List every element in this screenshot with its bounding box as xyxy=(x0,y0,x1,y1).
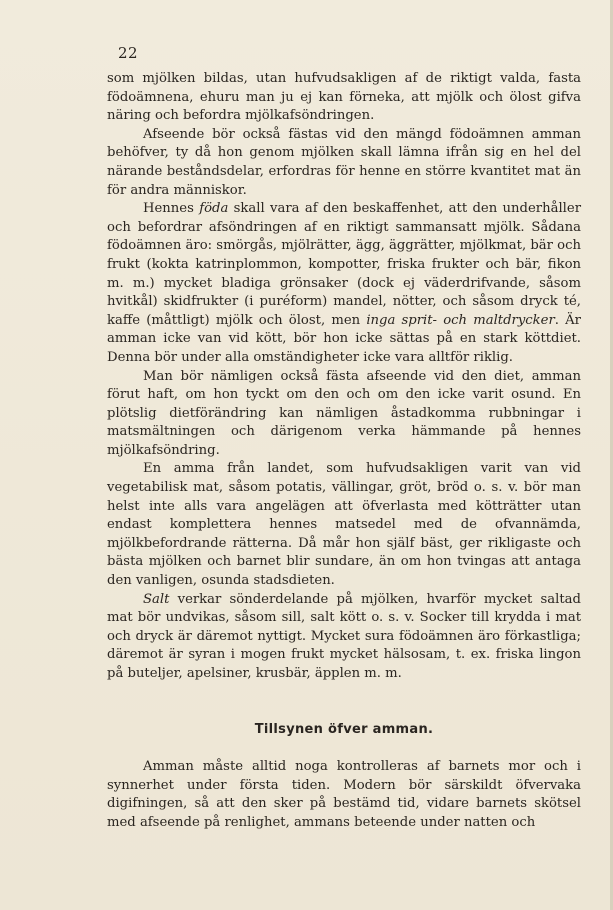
paragraph-2-segment: skall vara af den beskaffenhet, att den underhåller och befordrar afsöndringen af en riktigt sammansatt mjölk. Sådana födoämnen äro: smörgås, mjölrätter, ägg, äggrätter, mjölkmat, bär och frukt (kokta katrinplommon, kompotter, friska frukter och bär, fikon m. m.) mycket bladiga grönsaker (dock ej väderdrifvande, såsom hvitkål) skidfrukter (i puréform) mandel, nötter, och såsom dryck té, kaffe (måttligt) mjölk och ölost, men xyxy=(107,201,581,328)
paragraph-4: En amma från landet, som hufvudsakligen varit van vid vegetabilisk mat, såsom potatis, vällingar, gröt, bröd o. s. v. bör man helst inte alls vara angelägen att öfverlasta med kötträtter utan endast komplettera hennes matsedel med de ofvannämda, mjölkbefordrande rätterna. Då mår hon själf bäst, ger rikligaste och bästa mjölken och barnet blir sundare, än om hon tvingas att antaga den vanligen, osunda stadsdieten. xyxy=(107,461,581,589)
paragraph-0: som mjölken bildas, utan hufvudsakligen af de riktigt valda, fasta födoämnena, ehuru man ju ej kan förneka, att mjölk och ölost gifva näring och befordra mjölkafsöndringen. xyxy=(107,71,581,124)
section-paragraph: Amman måste alltid noga kontrolleras af barnets mor och i synnerhet under första tiden. Modern bör särskildt öfvervaka digifningen, så att den sker på bestämd tid, vidare barnets skötsel med afseende på renlighet, ammans beteende under natten och xyxy=(107,759,581,830)
paragraph-2-emphasis: föda xyxy=(199,201,229,217)
section-body xyxy=(107,758,581,832)
paragraph-3: Man bör nämligen också fästa afseende vid den diet, amman förut haft, om hon tyckt om den och om den icke varit osund. En plötslig dietförändring kan nämligen åstadkomma rubbningar i matsmältningen och därigenom verka hämmande på hennes mjölkafsöndring. xyxy=(107,368,581,458)
paragraph-5 xyxy=(107,591,581,684)
page-number: 22 xyxy=(118,44,139,62)
paragraph-5-segment: verkar sönderdelande på mjölken, hvarför mycket saltad mat bör undvikas, såsom sill, salt kött o. s. v. Socker till krydda i mat och dryck är däremot nyttigt. Mycket sura födoämnen äro förkastliga; däremot är syran i mogen frukt mycket hälsosam, t. ex. friska lingon på buteljer, apelsiner, krusbär, äpplen m. m. xyxy=(107,591,581,681)
paragraph-1: Afseende bör också fästas vid den mängd födoämnen amman behöfver, ty då hon genom mjölken skall lämna ifrån sig en hel del närande beståndsdelar, erfordras för henne en större kvantitet mat än för andra människor. xyxy=(107,126,581,198)
paragraph-2-segment: . Är amman icke van vid kött, bör hon icke sättas på en stark köttdiet. Denna bör under alla omständigheter icke vara alltför riklig. xyxy=(107,312,581,365)
paragraph-5-emphasis: Salt xyxy=(143,591,170,607)
paragraph-2-emphasis: inga sprit- och maltdrycker xyxy=(366,312,555,328)
body-text xyxy=(107,70,581,684)
paragraph-2 xyxy=(107,200,581,367)
section-heading: Tillsynen öfver amman. xyxy=(254,722,434,737)
paragraph-2-segment: Hennes xyxy=(143,201,200,217)
